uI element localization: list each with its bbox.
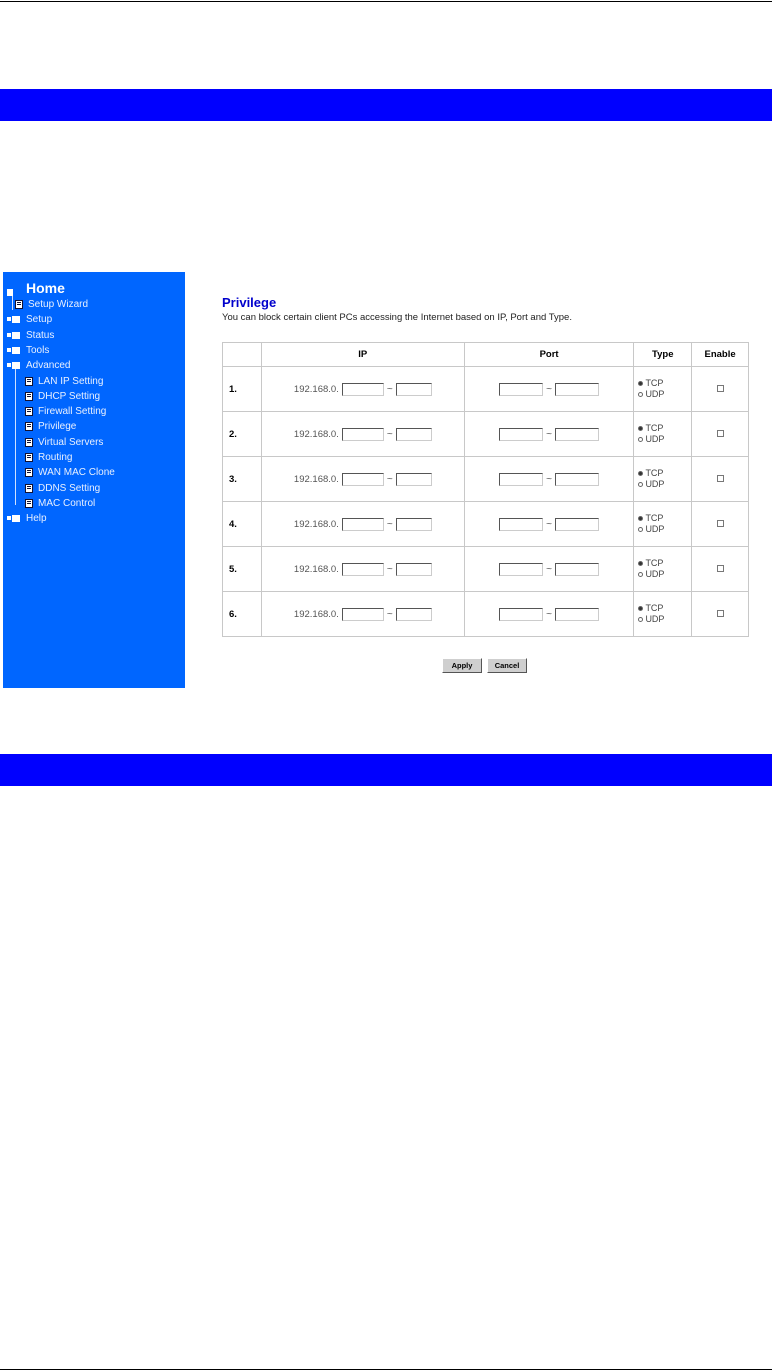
port-to-input[interactable]	[555, 518, 599, 531]
sidebar-item-label: Firewall Setting	[38, 406, 107, 418]
enable-cell	[692, 457, 749, 502]
page-description: You can block certain client PCs accessing the Internet based on IP, Port and Type.	[222, 312, 572, 323]
radio-label: UDP	[645, 389, 665, 399]
ip-from-input[interactable]	[342, 428, 384, 441]
radio-button[interactable]	[638, 471, 643, 476]
sidebar-item-setup[interactable]	[7, 312, 52, 327]
ip-to-input[interactable]	[396, 383, 432, 396]
row-number: 5.	[223, 547, 262, 592]
type-radio-tcp[interactable]	[638, 468, 691, 479]
page-icon	[25, 407, 33, 416]
port-cell	[464, 502, 634, 547]
page-icon	[25, 484, 33, 493]
type-radio-udp[interactable]	[638, 479, 691, 490]
type-cell	[634, 547, 692, 592]
port-cell	[464, 412, 634, 457]
range-separator: ~	[386, 428, 393, 440]
page-icon	[25, 422, 33, 431]
type-radio-tcp[interactable]	[638, 423, 691, 434]
sidebar-item-privilege[interactable]	[25, 419, 76, 434]
ip-from-input[interactable]	[342, 383, 384, 396]
type-radio-group	[634, 423, 691, 445]
sidebar-item-label: Tools	[26, 344, 50, 356]
page-icon	[15, 300, 23, 309]
folder-icon	[7, 315, 21, 324]
row-number: 1.	[223, 367, 262, 412]
ip-from-input[interactable]	[342, 563, 384, 576]
header-ip: IP	[261, 343, 464, 367]
radio-button[interactable]	[638, 381, 643, 386]
type-radio-tcp[interactable]	[638, 378, 691, 389]
ip-cell	[261, 367, 464, 412]
port-to-input[interactable]	[555, 428, 599, 441]
sidebar-item-label: DDNS Setting	[38, 482, 101, 494]
radio-button[interactable]	[638, 527, 643, 532]
sidebar-item-label: Privilege	[38, 421, 77, 433]
row-number: 2.	[223, 412, 262, 457]
port-range	[465, 608, 634, 621]
port-range	[465, 563, 634, 576]
range-separator: ~	[386, 383, 393, 395]
type-radio-udp[interactable]	[638, 614, 691, 625]
sidebar-item-tools[interactable]	[7, 343, 49, 358]
ip-range	[262, 563, 464, 576]
type-radio-group	[634, 378, 691, 400]
table-row	[223, 502, 749, 547]
ip-to-input[interactable]	[396, 428, 432, 441]
range-separator: ~	[386, 563, 393, 575]
type-radio-tcp[interactable]	[638, 603, 691, 614]
radio-label: UDP	[645, 434, 665, 444]
enable-cell	[692, 592, 749, 637]
enable-checkbox[interactable]	[717, 475, 724, 482]
folder-icon	[7, 346, 21, 355]
range-separator: ~	[386, 473, 393, 485]
row-number: 3.	[223, 457, 262, 502]
type-radio-udp[interactable]	[638, 524, 691, 535]
range-separator: ~	[546, 473, 553, 485]
cancel-button[interactable]: Cancel	[487, 658, 527, 673]
sidebar-item-label: Setup	[26, 314, 53, 326]
radio-label: TCP	[645, 513, 664, 523]
ip-prefix: 192.168.0.	[293, 428, 339, 440]
sidebar-item-label: LAN IP Setting	[38, 375, 104, 387]
ip-from-input[interactable]	[342, 518, 384, 531]
table-row	[223, 457, 749, 502]
enable-cell	[692, 502, 749, 547]
type-radio-group	[634, 513, 691, 535]
type-cell	[634, 457, 692, 502]
sidebar-item-wan-mac-clone[interactable]	[25, 465, 115, 480]
sidebar-item-label: Virtual Servers	[38, 436, 104, 448]
range-separator: ~	[546, 383, 553, 395]
radio-label: TCP	[645, 423, 664, 433]
port-from-input[interactable]	[499, 428, 543, 441]
radio-button[interactable]	[638, 392, 643, 397]
radio-button[interactable]	[638, 572, 643, 577]
enable-cell	[692, 547, 749, 592]
ip-range	[262, 473, 464, 486]
sidebar-item-ddns-setting[interactable]	[25, 481, 100, 496]
ip-prefix: 192.168.0.	[293, 608, 339, 620]
enable-checkbox[interactable]	[717, 430, 724, 437]
port-to-input[interactable]	[555, 563, 599, 576]
page-icon	[25, 468, 33, 477]
radio-button[interactable]	[638, 606, 643, 611]
range-separator: ~	[546, 518, 553, 530]
sidebar-item-advanced[interactable]	[7, 358, 70, 373]
radio-label: UDP	[645, 569, 665, 579]
port-from-input[interactable]	[499, 473, 543, 486]
sidebar-item-lan-ip-setting[interactable]	[25, 374, 103, 389]
type-cell	[634, 592, 692, 637]
footer-band	[0, 754, 772, 786]
ip-cell	[261, 502, 464, 547]
radio-button[interactable]	[638, 437, 643, 442]
sidebar-item-help[interactable]	[7, 511, 47, 526]
sidebar-item-firewall-setting[interactable]	[25, 404, 106, 419]
header-port: Port	[464, 343, 634, 367]
sidebar-item-label: Setup Wizard	[28, 299, 89, 310]
ip-from-input[interactable]	[342, 608, 384, 621]
radio-label: UDP	[645, 614, 665, 624]
type-cell	[634, 502, 692, 547]
range-separator: ~	[386, 608, 393, 620]
ip-to-input[interactable]	[396, 563, 432, 576]
folder-open-icon	[7, 361, 21, 370]
folder-icon	[7, 284, 21, 293]
range-separator: ~	[546, 563, 553, 575]
table-header-row	[223, 343, 749, 367]
table-row	[223, 367, 749, 412]
range-separator: ~	[386, 518, 393, 530]
radio-label: UDP	[645, 524, 665, 534]
radio-label: TCP	[645, 468, 664, 478]
ip-prefix: 192.168.0.	[293, 518, 339, 530]
ip-range	[262, 383, 464, 396]
sidebar-item-virtual-servers[interactable]	[25, 435, 103, 450]
sidebar-item-setup-wizard[interactable]	[15, 297, 88, 312]
enable-checkbox[interactable]	[717, 565, 724, 572]
sidebar-item-dhcp-setting[interactable]	[25, 389, 100, 404]
page-title: Privilege	[222, 295, 277, 310]
ip-range	[262, 428, 464, 441]
port-from-input[interactable]	[499, 518, 543, 531]
sidebar-home[interactable]	[7, 279, 65, 297]
button-bar	[442, 658, 527, 673]
port-cell	[464, 547, 634, 592]
port-range	[465, 518, 634, 531]
header-enable: Enable	[692, 343, 749, 367]
sidebar-item-label: WAN MAC Clone	[38, 467, 115, 479]
sidebar-item-label: MAC Control	[38, 497, 96, 509]
enable-cell	[692, 367, 749, 412]
table-row	[223, 592, 749, 637]
bottom-rule	[0, 1369, 772, 1370]
enable-checkbox[interactable]	[717, 385, 724, 392]
port-to-input[interactable]	[555, 608, 599, 621]
enable-checkbox[interactable]	[717, 610, 724, 617]
page-icon	[25, 392, 33, 401]
port-to-input[interactable]	[555, 473, 599, 486]
ip-from-input[interactable]	[342, 473, 384, 486]
radio-button[interactable]	[638, 561, 643, 566]
radio-label: UDP	[645, 479, 665, 489]
ip-prefix: 192.168.0.	[293, 563, 339, 575]
apply-button[interactable]: Apply	[442, 658, 482, 673]
radio-label: TCP	[645, 558, 664, 568]
type-cell	[634, 412, 692, 457]
type-radio-group	[634, 558, 691, 580]
sidebar-home-label: Home	[26, 280, 65, 296]
page-icon	[25, 499, 33, 508]
sidebar-item-label: DHCP Setting	[38, 390, 101, 402]
ip-prefix: 192.168.0.	[293, 383, 339, 395]
sidebar-item-mac-control[interactable]	[25, 496, 95, 511]
row-number: 4.	[223, 502, 262, 547]
enable-cell	[692, 412, 749, 457]
header-type: Type	[634, 343, 692, 367]
header-band	[0, 89, 772, 121]
page-icon	[25, 438, 33, 447]
radio-button[interactable]	[638, 516, 643, 521]
table-row	[223, 547, 749, 592]
range-separator: ~	[546, 428, 553, 440]
radio-label: TCP	[645, 378, 664, 388]
type-radio-udp[interactable]	[638, 569, 691, 580]
header-number	[223, 343, 262, 367]
ip-to-input[interactable]	[396, 608, 432, 621]
ip-range	[262, 608, 464, 621]
row-number: 6.	[223, 592, 262, 637]
type-radio-tcp[interactable]	[638, 558, 691, 569]
ip-cell	[261, 412, 464, 457]
tree-line	[15, 367, 16, 505]
radio-button[interactable]	[638, 426, 643, 431]
ip-to-input[interactable]	[396, 473, 432, 486]
top-rule	[0, 1, 772, 2]
type-radio-udp[interactable]	[638, 434, 691, 445]
port-from-input[interactable]	[499, 608, 543, 621]
type-radio-udp[interactable]	[638, 389, 691, 400]
radio-button[interactable]	[638, 617, 643, 622]
sidebar-item-routing[interactable]	[25, 450, 72, 465]
sidebar-item-label: Advanced	[26, 360, 71, 372]
ip-prefix: 192.168.0.	[293, 473, 339, 485]
sidebar-item-label: Status	[26, 329, 55, 341]
range-separator: ~	[546, 608, 553, 620]
ip-range	[262, 518, 464, 531]
type-radio-tcp[interactable]	[638, 513, 691, 524]
radio-label: TCP	[645, 603, 664, 613]
enable-checkbox[interactable]	[717, 520, 724, 527]
port-range	[465, 383, 634, 396]
ip-cell	[261, 457, 464, 502]
port-cell	[464, 592, 634, 637]
ip-cell	[261, 547, 464, 592]
type-radio-group	[634, 468, 691, 490]
page-icon	[25, 453, 33, 462]
sidebar-item-label: Routing	[38, 452, 73, 463]
type-cell	[634, 367, 692, 412]
privilege-table	[222, 342, 749, 637]
port-to-input[interactable]	[555, 383, 599, 396]
ip-to-input[interactable]	[396, 518, 432, 531]
port-cell	[464, 457, 634, 502]
page-icon	[25, 377, 33, 386]
sidebar-item-label: Help	[26, 513, 47, 525]
tree-line	[12, 296, 13, 310]
table-row	[223, 412, 749, 457]
folder-icon	[7, 331, 21, 340]
ip-cell	[261, 592, 464, 637]
sidebar-item-status[interactable]	[7, 328, 54, 343]
folder-icon	[7, 514, 21, 523]
sidebar	[3, 272, 185, 688]
port-cell	[464, 367, 634, 412]
type-radio-group	[634, 603, 691, 625]
radio-button[interactable]	[638, 482, 643, 487]
port-range	[465, 473, 634, 486]
port-from-input[interactable]	[499, 383, 543, 396]
port-from-input[interactable]	[499, 563, 543, 576]
port-range	[465, 428, 634, 441]
